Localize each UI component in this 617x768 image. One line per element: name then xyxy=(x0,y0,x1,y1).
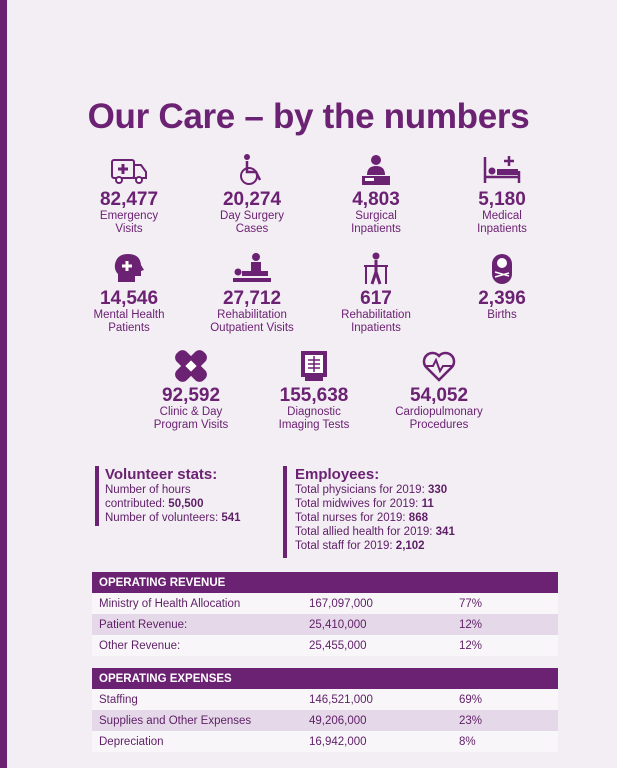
table-header-row xyxy=(92,572,558,593)
massage-therapy-icon xyxy=(230,252,274,286)
employee-value: 341 xyxy=(435,526,455,538)
stat-label: Inpatients xyxy=(477,223,527,235)
stat-number: 2,396 xyxy=(478,288,526,309)
stat-label: Emergency xyxy=(99,210,159,222)
row-percent: 77% xyxy=(452,593,558,614)
employee-row xyxy=(295,525,525,539)
swaddled-baby-icon xyxy=(485,252,519,286)
employee-value: 868 xyxy=(408,512,428,524)
stat-number: 617 xyxy=(360,288,392,309)
volunteer-hours-value: 50,500 xyxy=(168,498,204,510)
stat-label: Medical xyxy=(482,210,522,222)
stat-label: Cardiopulmonary xyxy=(395,406,483,418)
stat-label: Rehabilitation xyxy=(341,309,411,321)
row-name: Staffing xyxy=(92,689,302,710)
row-name: Depreciation xyxy=(92,731,302,752)
volunteer-hours-label2: contributed: xyxy=(105,498,169,510)
surgeon-icon xyxy=(359,153,393,187)
row-amount: 25,410,000 xyxy=(302,614,452,635)
employee-row xyxy=(295,539,525,553)
stat-label: Diagnostic xyxy=(287,406,341,418)
row-name: Supplies and Other Expenses xyxy=(92,710,302,731)
page-title: Our Care – by the numbers xyxy=(87,97,530,136)
row-percent: 8% xyxy=(452,731,558,752)
row-percent: 23% xyxy=(452,710,558,731)
table-row xyxy=(92,635,558,656)
row-amount: 25,455,000 xyxy=(302,635,452,656)
stat-label: Births xyxy=(487,309,517,321)
stat-number: 20,274 xyxy=(222,189,282,210)
stat-label: Inpatients xyxy=(351,223,401,235)
row-amount: 49,206,000 xyxy=(302,710,452,731)
stat-surgical-inpatients xyxy=(311,153,441,236)
stat-label: Imaging Tests xyxy=(278,419,350,431)
stat-number: 54,052 xyxy=(409,385,469,406)
volunteer-hours-label: Number of hours xyxy=(105,484,191,496)
walker-icon xyxy=(359,252,393,286)
stat-label: Day Surgery xyxy=(220,210,284,222)
stat-label: Procedures xyxy=(409,419,469,431)
stat-births xyxy=(437,252,567,322)
row-percent: 69% xyxy=(452,689,558,710)
employee-label: Total nurses for 2019: xyxy=(295,512,409,524)
stat-rehab-outpatient xyxy=(187,252,317,335)
volunteer-count-line xyxy=(105,511,275,525)
stat-cardiopulmonary xyxy=(374,349,504,432)
volunteer-count-value: 541 xyxy=(221,512,241,524)
stat-number: 4,803 xyxy=(352,189,400,210)
stat-label: Program Visits xyxy=(153,419,229,431)
table-row xyxy=(92,689,558,710)
stat-number: 27,712 xyxy=(222,288,282,309)
table-row xyxy=(92,614,558,635)
volunteer-count-label: Number of volunteers: xyxy=(105,512,222,524)
row-amount: 16,942,000 xyxy=(302,731,452,752)
expenses-heading: OPERATING EXPENSES xyxy=(92,668,558,689)
employee-value: 2,102 xyxy=(395,540,425,552)
hospital-bed-icon xyxy=(482,153,522,187)
stat-label: Rehabilitation xyxy=(217,309,287,321)
heart-pulse-icon xyxy=(421,349,457,383)
stat-label: Visits xyxy=(115,223,143,235)
ambulance-icon xyxy=(109,153,149,187)
stat-number: 155,638 xyxy=(279,385,349,406)
employees-heading: Employees: xyxy=(295,466,380,483)
row-name: Patient Revenue: xyxy=(92,614,302,635)
row-name: Other Revenue: xyxy=(92,635,302,656)
stat-label: Patients xyxy=(108,322,150,334)
stat-day-surgery xyxy=(187,153,317,236)
employee-label: Total physicians for 2019: xyxy=(295,484,428,496)
mental-health-head-icon xyxy=(112,252,146,286)
table-row xyxy=(92,593,558,614)
table-row xyxy=(92,710,558,731)
bandage-icon xyxy=(173,349,209,383)
stat-label: Cases xyxy=(235,223,269,235)
employee-label: Total allied health for 2019: xyxy=(295,526,436,538)
volunteer-stats xyxy=(95,466,275,526)
row-amount: 167,097,000 xyxy=(302,593,452,614)
operating-revenue-table xyxy=(92,572,558,656)
employee-row xyxy=(295,511,525,525)
stat-label: Clinic & Day xyxy=(159,406,223,418)
employee-stats xyxy=(283,466,525,558)
row-percent: 12% xyxy=(452,635,558,656)
stat-label: Mental Health xyxy=(93,309,165,321)
stat-diagnostic-imaging xyxy=(249,349,379,432)
volunteer-heading: Volunteer stats: xyxy=(105,466,218,483)
stat-number: 5,180 xyxy=(478,189,526,210)
stat-label: Surgical xyxy=(355,210,397,222)
wheelchair-icon xyxy=(235,153,269,187)
stat-mental-health xyxy=(64,252,194,335)
row-amount: 146,521,000 xyxy=(302,689,452,710)
employee-label: Total midwives for 2019: xyxy=(295,498,422,510)
stat-clinic-day xyxy=(126,349,256,432)
stat-label: Inpatients xyxy=(351,322,401,334)
stat-label: Outpatient Visits xyxy=(210,322,294,334)
stat-medical-inpatients xyxy=(437,153,567,236)
employee-row xyxy=(295,483,525,497)
operating-expenses-table xyxy=(92,668,558,752)
stat-emergency xyxy=(64,153,194,236)
table-header-row xyxy=(92,668,558,689)
revenue-heading: OPERATING REVENUE xyxy=(92,572,558,593)
row-percent: 12% xyxy=(452,614,558,635)
employee-row xyxy=(295,497,525,511)
row-name: Ministry of Health Allocation xyxy=(92,593,302,614)
stat-number: 14,546 xyxy=(99,288,159,309)
employee-label: Total staff for 2019: xyxy=(295,540,396,552)
employee-value: 330 xyxy=(427,484,448,496)
employee-value: 11 xyxy=(421,498,434,510)
stat-number: 82,477 xyxy=(99,189,159,210)
stat-rehab-inpatients xyxy=(311,252,441,335)
table-row xyxy=(92,731,558,752)
stat-number: 92,592 xyxy=(161,385,221,406)
xray-icon xyxy=(297,349,331,383)
volunteer-hours-line xyxy=(105,497,275,511)
